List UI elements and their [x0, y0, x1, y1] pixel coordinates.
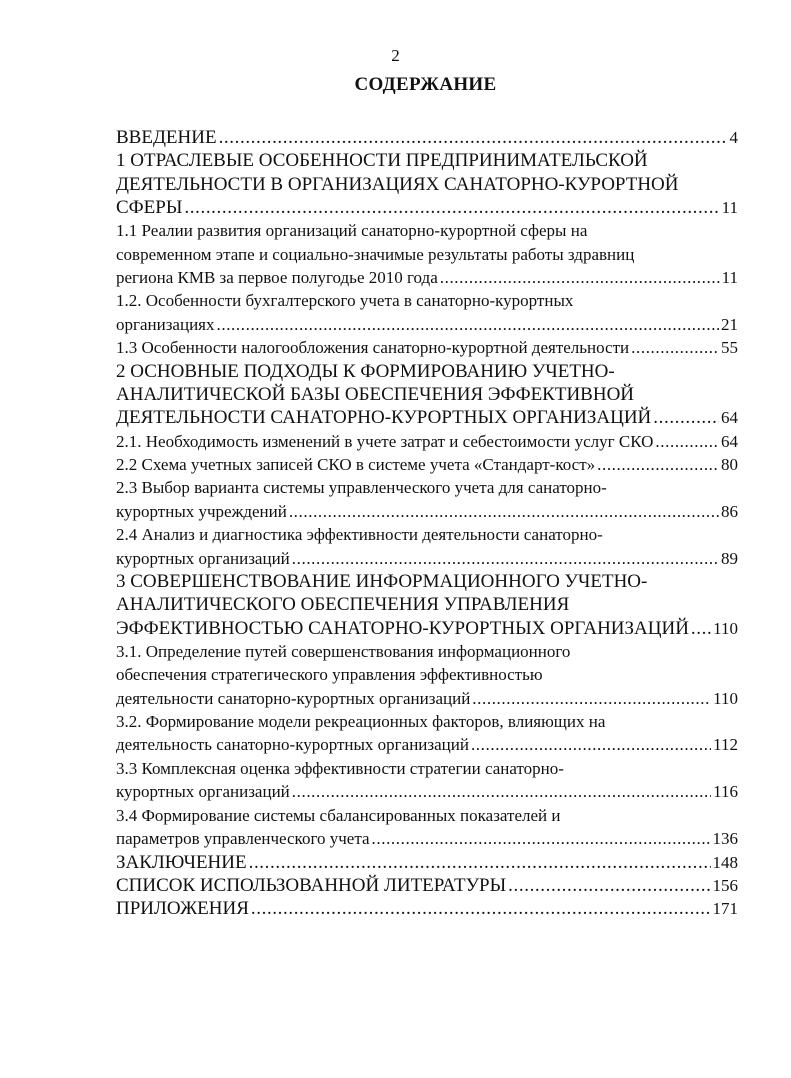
toc-entry: [116, 640, 738, 710]
toc-entry-last-line: [116, 687, 738, 710]
toc-entry-last-line: [116, 500, 738, 523]
toc-entry-last-line: [116, 874, 738, 897]
dot-leader: [472, 687, 711, 710]
dot-leader: [292, 780, 711, 803]
dot-leader: [292, 547, 719, 570]
toc-entry: [116, 289, 738, 336]
toc-entry: [116, 874, 738, 897]
toc-entry-page-number: 110: [713, 618, 738, 638]
toc-entry: [116, 360, 738, 430]
toc-entry-text: курортных организаций: [116, 548, 290, 568]
toc-entry-page-number: 86: [721, 501, 738, 521]
dot-leader: [631, 336, 719, 359]
toc-entry-last-line: [116, 897, 738, 920]
dot-leader: [217, 313, 720, 336]
toc-entry-page-number: 89: [721, 548, 738, 568]
toc-entry-text: 1 ОТРАСЛЕВЫЕ ОСОБЕННОСТИ ПРЕДПРИНИМАТЕЛЬСКОЙ: [116, 150, 648, 172]
toc-entry-page-number: 64: [721, 431, 738, 451]
toc-entry: [116, 897, 738, 920]
toc-entry-text: 2.1. Необходимость изменений в учете затрат и себестоимости услуг СКО: [116, 431, 654, 451]
toc-entry: [116, 570, 738, 640]
toc-entry-text: 3 СОВЕРШЕНСТВОВАНИЕ ИНФОРМАЦИОННОГО УЧЕТНО-: [116, 570, 648, 592]
dot-leader: [471, 733, 711, 756]
toc-entry-text: ВВЕДЕНИЕ: [116, 127, 217, 148]
toc-entry: [116, 430, 738, 453]
toc-entry-last-line: [116, 313, 738, 336]
toc-entry-page-number: 64: [721, 408, 738, 428]
toc-entry-text: 1.2. Особенности бухгалтерского учета в санаторно-курортных: [116, 291, 574, 311]
dot-leader: [440, 266, 720, 289]
toc-entry-page-number: 136: [712, 829, 738, 849]
toc-entry-text: 3.4 Формирование системы сбалансированных показателей и: [116, 805, 561, 825]
toc-entry-text: 2.2 Схема учетных записей СКО в системе учета «Стандарт-кост»: [116, 454, 596, 474]
toc-entry-text: ЭФФЕКТИВНОСТЬЮ САНАТОРНО-КУРОРТНЫХ ОРГАНИЗАЦИЙ: [116, 617, 689, 639]
toc-entry-page-number: 116: [713, 782, 738, 802]
toc-entry: [116, 757, 738, 804]
page-number: 2: [391, 46, 400, 65]
toc-entry: [116, 453, 738, 476]
dot-leader: [249, 851, 711, 874]
dot-leader: [184, 196, 719, 219]
toc-entry: [116, 804, 738, 851]
toc-entry-last-line: [116, 453, 738, 476]
toc-entry: [116, 710, 738, 757]
toc-entry-page-number: 110: [713, 688, 738, 708]
toc-entry-page-number: 11: [721, 197, 738, 217]
toc-entry-text: организациях: [116, 314, 215, 334]
dot-leader: [251, 897, 711, 920]
toc-entry-text: 2.4 Анализ и диагностика эффективности деятельности санаторно-: [116, 525, 603, 545]
toc-entry-text: 3.1. Определение путей совершенствования информационного: [116, 641, 571, 661]
toc-entry-page-number: 55: [721, 338, 738, 358]
toc-entry-last-line: [116, 430, 738, 453]
toc-entry-text: ДЕЯТЕЛЬНОСТИ В ОРГАНИЗАЦИЯХ САНАТОРНО-КУРОРТНОЙ: [116, 173, 679, 195]
dot-leader: [597, 453, 719, 476]
toc-entry-text: 1.3 Особенности налогообложения санаторно-курортной деятельности: [116, 338, 630, 358]
toc-entry-text: региона КМВ за первое полугодье 2010 года: [116, 268, 438, 287]
dot-leader: [655, 430, 719, 453]
toc-entry-text: АНАЛИТИЧЕСКОЙ БАЗЫ ОБЕСПЕЧЕНИЯ ЭФФЕКТИВНОЙ: [116, 383, 635, 405]
toc-entry-text: СФЕРЫ: [116, 196, 183, 218]
toc-entry-text: 2 ОСНОВНЫЕ ПОДХОДЫ К ФОРМИРОВАНИЮ УЧЕТНО-: [116, 360, 615, 382]
toc-entry-text: деятельности санаторно-курортных организаций: [116, 688, 471, 708]
dot-leader: [653, 406, 719, 429]
toc-entry-last-line: [116, 406, 738, 429]
toc-entry-last-line: [116, 336, 738, 359]
dot-leader: [219, 126, 728, 149]
toc-entry-last-line: [116, 617, 738, 640]
toc-entry-text: 3.2. Формирование модели рекреационных факторов, влияющих на: [116, 712, 606, 732]
toc-entry-text: СПИСОК ИСПОЛЬЗОВАННОЙ ЛИТЕРАТУРЫ: [116, 874, 507, 896]
toc-entry-last-line: [116, 547, 738, 570]
toc-entry: [116, 476, 738, 523]
toc-entry-text: параметров управленческого учета: [116, 829, 370, 849]
toc-entry-page-number: 21: [721, 314, 738, 334]
toc-entry-text: обеспечения стратегического управления эффективностью: [116, 665, 543, 685]
toc-entry-last-line: [116, 827, 738, 850]
toc-entry-page-number: 148: [712, 852, 738, 872]
toc-entry-text: АНАЛИТИЧЕСКОГО ОБЕСПЕЧЕНИЯ УПРАВЛЕНИЯ: [116, 594, 570, 616]
toc-entry-page-number: 4: [729, 128, 738, 147]
toc-entry: [116, 219, 738, 289]
toc-entry-text: 2.3 Выбор варианта системы управленческого учета для санаторно-: [116, 478, 607, 498]
toc-entry-text: ЗАКЛЮЧЕНИЕ: [116, 851, 247, 873]
toc-entry-last-line: [116, 851, 738, 874]
toc-entry: [116, 149, 738, 219]
toc-entry-page-number: 112: [713, 735, 738, 755]
dot-leader: [372, 827, 711, 850]
toc-entry-text: деятельность санаторно-курортных организаций: [116, 735, 469, 755]
toc-entry: [116, 523, 738, 570]
toc-entry-page-number: 80: [721, 454, 738, 474]
toc-entry-page-number: 171: [712, 899, 738, 919]
toc-entry-last-line: [116, 780, 738, 803]
dot-leader: [691, 617, 711, 640]
toc-entry-text: курортных организаций: [116, 782, 290, 802]
toc-entry-last-line: [116, 266, 738, 289]
toc-entry-text: курортных учреждений: [116, 501, 287, 521]
toc-entry-text: ДЕЯТЕЛЬНОСТИ САНАТОРНО-КУРОРТНЫХ ОРГАНИЗАЦИЙ: [116, 407, 652, 429]
dot-leader: [289, 500, 719, 523]
toc-entry-page-number: 11: [721, 268, 738, 287]
table-of-contents: [116, 126, 738, 920]
dot-leader: [508, 874, 710, 897]
toc-entry: [116, 126, 738, 149]
toc-entry-text: 3.3 Комплексная оценка эффективности стратегии санаторно-: [116, 758, 564, 778]
toc-entry-last-line: [116, 126, 738, 149]
toc-entry-text: современном этапе и социально-значимые результаты работы здравниц: [116, 244, 635, 264]
page-title: СОДЕРЖАНИЕ: [354, 74, 497, 95]
toc-entry-last-line: [116, 196, 738, 219]
toc-entry-last-line: [116, 733, 738, 756]
toc-entry-text: 1.1 Реалии развития организаций санаторно-курортной сферы на: [116, 221, 588, 241]
toc-entry: [116, 851, 738, 874]
toc-entry-page-number: 156: [712, 875, 738, 895]
toc-entry-text: ПРИЛОЖЕНИЯ: [116, 898, 249, 920]
toc-entry: [116, 336, 738, 359]
